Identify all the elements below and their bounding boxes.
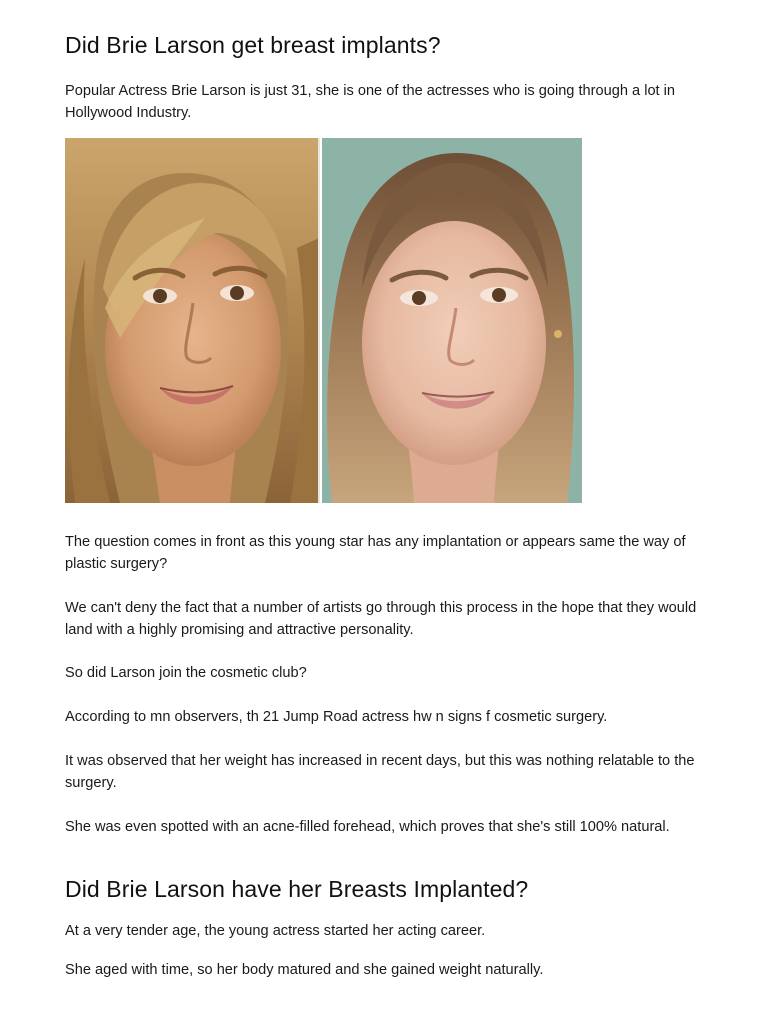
intro-paragraph: Popular Actress Brie Larson is just 31, she is one of the actresses who is going through a lot in Hollywood Industry. <box>65 83 676 121</box>
paragraph-2: We can't deny the fact that a number of artists go through this process in the hope that they would land with a highly promising and attractive personality. <box>65 600 697 638</box>
photo-recent <box>322 138 582 503</box>
section-heading: Did Brie Larson have her Breasts Implanted? <box>65 876 529 902</box>
paragraph-6: She was even spotted with an acne-filled forehead, which proves that she's still 100% natural. <box>65 819 670 835</box>
paragraph-3: So did Larson join the cosmetic club? <box>65 665 307 681</box>
paragraph-5: It was observed that her weight has increased in recent days, but this was nothing relatable to the surgery. <box>65 753 695 791</box>
paragraph-8: She aged with time, so her body matured and she gained weight naturally. <box>65 962 544 978</box>
article-title: Did Brie Larson get breast implants? <box>65 32 441 58</box>
paragraph-1: The question comes in front as this young star has any implantation or appears same the way of plastic surgery? <box>65 534 686 572</box>
paragraph-4: According to mn observers, th 21 Jump Road actress hw n signs f cosmetic surgery. <box>65 709 608 725</box>
photo-divider <box>318 138 320 503</box>
paragraph-7: At a very tender age, the young actress started her acting career. <box>65 923 486 939</box>
photo-younger <box>65 138 318 503</box>
comparison-photos <box>65 138 582 503</box>
